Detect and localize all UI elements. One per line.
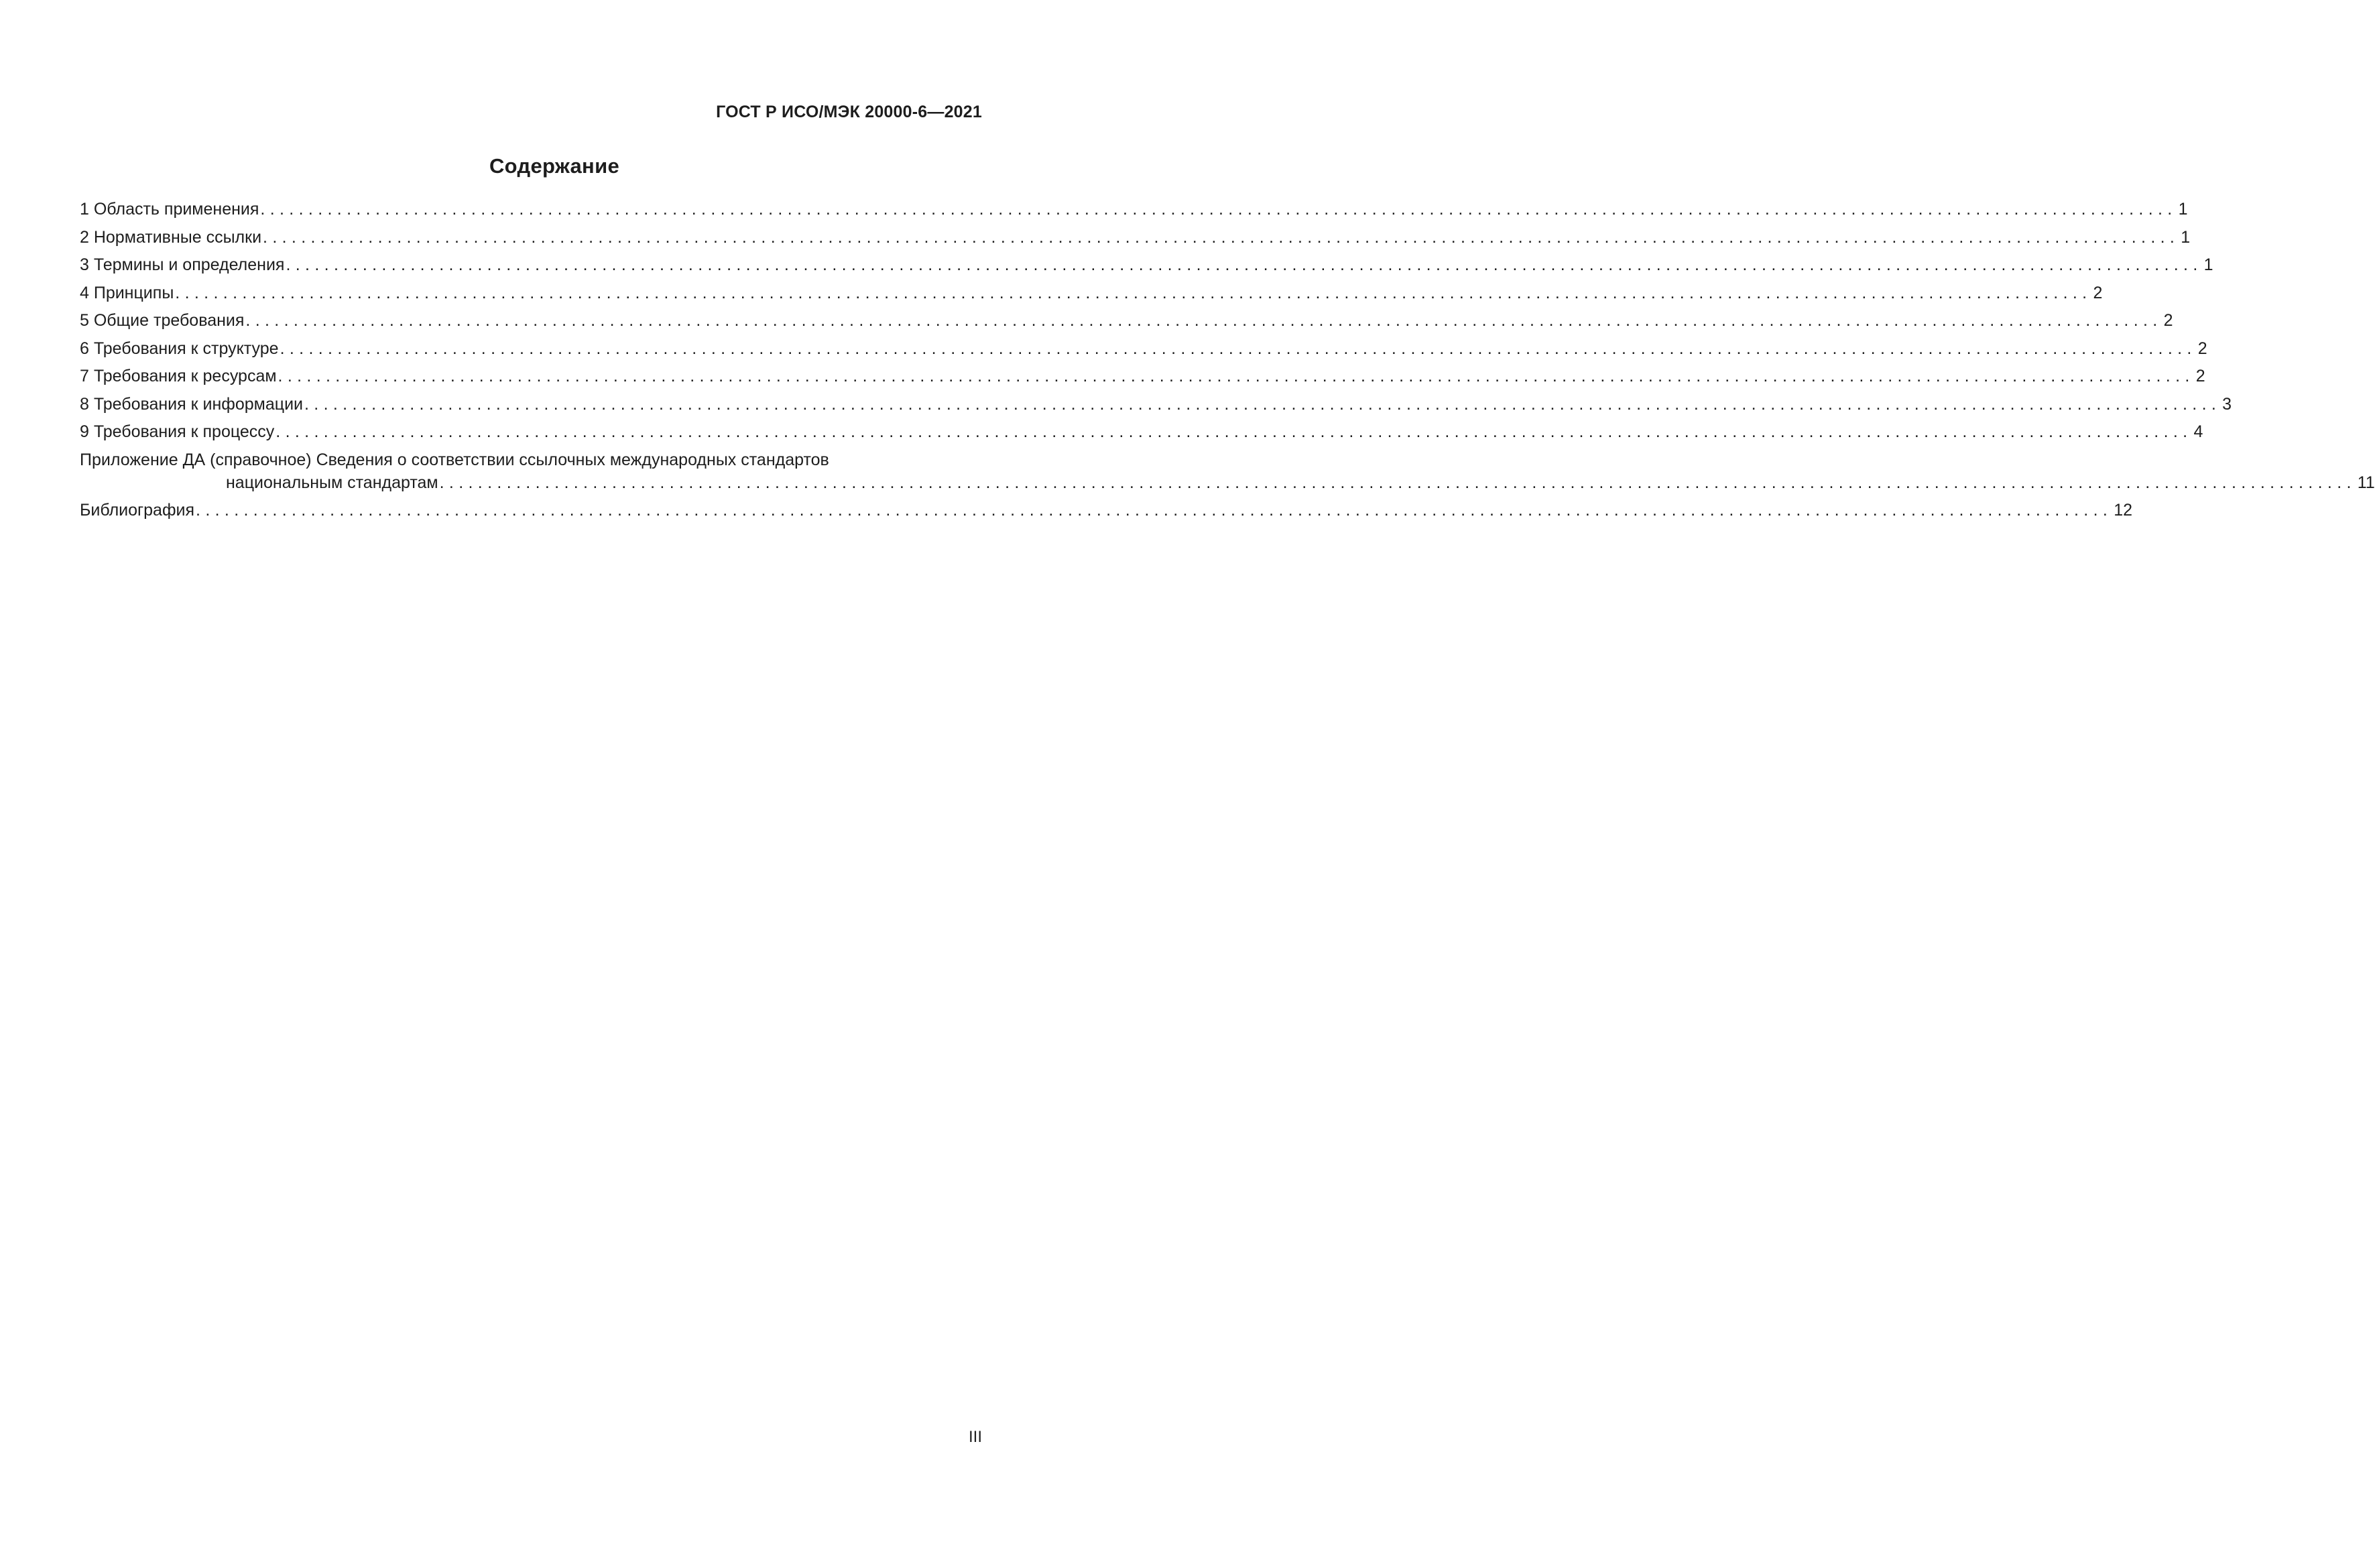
dot-leader: ........................................................................................................................................................................................................ bbox=[263, 227, 2180, 247]
dot-leader: ........................................................................................................................................................................................................ bbox=[286, 255, 2203, 274]
dot-leader: ........................................................................................................................................................................................................ bbox=[260, 200, 2177, 219]
page-number: III bbox=[968, 1428, 982, 1446]
table-of-contents bbox=[80, 196, 2375, 524]
toc-entry-page: 2 bbox=[2163, 311, 2173, 330]
toc-entry[interactable] bbox=[80, 224, 2191, 252]
toc-entry-page: 1 bbox=[2178, 200, 2188, 219]
dot-leader: ........................................................................................................................................................................................................ bbox=[278, 367, 2195, 385]
toc-entry-label: 9 Требования к процессу bbox=[80, 422, 275, 441]
dot-leader: ........................................................................................................................................................................................................ bbox=[245, 311, 2163, 330]
document-code: ГОСТ Р ИСО/МЭК 20000-6—2021 bbox=[716, 103, 982, 121]
toc-bibliography-page: 12 bbox=[2114, 500, 2133, 520]
toc-bibliography-label: Библиография bbox=[80, 500, 195, 520]
toc-title: Содержание bbox=[489, 154, 619, 178]
toc-entry[interactable] bbox=[80, 251, 2213, 280]
dot-leader: ........................................................................................................................................................................................................ bbox=[304, 394, 2221, 414]
toc-entry-page: 1 bbox=[2203, 255, 2213, 274]
toc-entry-label: 1 Область применения bbox=[80, 200, 259, 219]
toc-entry[interactable] bbox=[80, 335, 2207, 363]
toc-entry-page: 2 bbox=[2197, 339, 2207, 358]
toc-entry-label: 6 Требования к структуре bbox=[80, 339, 279, 358]
toc-annex-label-line2: национальным стандартам bbox=[226, 473, 438, 492]
toc-entry-annex[interactable] bbox=[80, 446, 2375, 497]
toc-entry[interactable] bbox=[80, 280, 2103, 308]
toc-annex-label-line1: Приложение ДА (справочное) Сведения о соответствии ссылочных международных стандартов bbox=[80, 450, 829, 469]
toc-entry-label: 3 Термины и определения bbox=[80, 255, 285, 274]
dot-leader: ........................................................................................................................................................................................................ bbox=[175, 283, 2092, 302]
toc-entry-page: 2 bbox=[2195, 367, 2205, 385]
toc-entry[interactable] bbox=[80, 418, 2203, 446]
toc-entry[interactable] bbox=[80, 196, 2188, 224]
toc-entry[interactable] bbox=[80, 363, 2205, 391]
toc-entry-page: 3 bbox=[2222, 394, 2232, 414]
dot-leader: ........................................................................................................................................................................................................ bbox=[280, 339, 2197, 358]
dot-leader: ........................................................................................................................................................................................................ bbox=[196, 500, 2113, 520]
dot-leader: ........................................................................................................................................................................................................ bbox=[439, 473, 2356, 492]
toc-entry-label: 8 Требования к информации bbox=[80, 394, 303, 414]
toc-entry-label: 4 Принципы bbox=[80, 283, 174, 302]
dot-leader: ........................................................................................................................................................................................................ bbox=[276, 422, 2193, 441]
toc-entry-page: 1 bbox=[2181, 227, 2191, 247]
toc-entry[interactable] bbox=[80, 307, 2173, 335]
toc-entry-label: 2 Нормативные ссылки bbox=[80, 227, 262, 247]
toc-entry-page: 2 bbox=[2093, 283, 2103, 302]
toc-entry[interactable] bbox=[80, 391, 2232, 419]
toc-entry-label: 7 Требования к ресурсам bbox=[80, 367, 277, 385]
toc-entry-page: 4 bbox=[2193, 422, 2203, 441]
toc-annex-page: 11 bbox=[2357, 473, 2375, 492]
toc-entry-bibliography[interactable] bbox=[80, 497, 2133, 525]
toc-entry-label: 5 Общие требования bbox=[80, 311, 245, 330]
